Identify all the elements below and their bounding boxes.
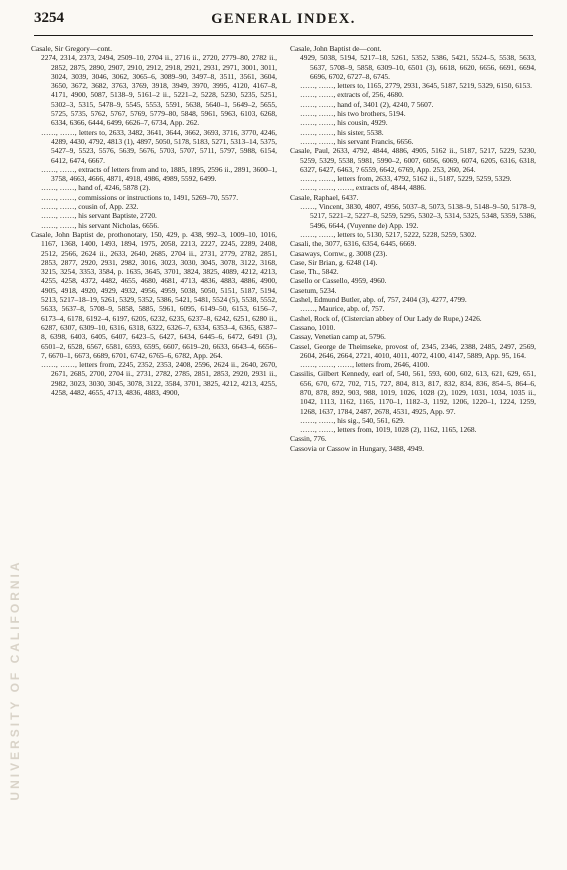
index-subentry: ……, ……, ……, letters from, 2646, 4100. <box>300 360 430 370</box>
index-entry: Casaways, Cornw., g. 3008 (23). <box>290 248 388 258</box>
index-entry: Casale, Raphael, 6437. <box>290 192 359 202</box>
index-entry: Casali, the, 3077, 6316, 6354, 6445, 6669. <box>290 239 417 249</box>
index-subentry: ……, ……, cousin of, App. 232. <box>41 202 139 212</box>
index-subentry: ……, ……, his servant Nicholas, 6656. <box>41 220 159 230</box>
index-entry: Casale, John Baptist de, prothonotary, 150, 429, p. 438, 992–3, 1009–10, 1016, 1167, 1368, 1400, 1493, 1894, 1975, 2058, 2213, 2227, 2245, 2289, 2408, 2512, 2566, 2624 ii., 2633, 2640, 2685, 2704 ii., 2731, 2779, 2782, 2851, 2853, 2877, 2920, 2931, 2982, 3016, 3023, 3030, 3045, 3078, 3122, 3168, 3215, 3254, 3353, 3584, p. 1635, 3645, 3701, 3824, 3825, 4089, 4212, 4213, 4255, 4258, 4372, 4482, 4655, 4680, 4681, 4713, 4836, 4883, 4886, 4900, 4905, 4918, 4920, 4929, 4932, 4956, 4959, 5038, 5050, 5151, 5187, 5194, 5213, 5217–18–19, 5261, 5329, 5352, 5386, 5421, 5481, 5524 (5), 5538, 5552, 5633, 5637–8, 5708–9, 5858, 5885, 5961, 6095, 6149–50, 6153, 6156–7, 6173–4, 6178, 6192–4, 6197, 6205, 6232, 6235, 6237–8, 6242, 6251, 6280 ii., 6287, 6307, 6309–10, 6316, 6318, 6322, 6326–7, 6334, 6353–4, 6365, 6387–8, 6398, 6403, 6405, 6407, 6423–5, 6427, 6434, 6445–6, 6472, 6491 (3), 6501–2, 6528, 6567, 6581, 6593, 6595, 6607, 6619–20, 6633, 6643–4, 6656–7, 6670–1, 6673, 6689, 6701, 6742, 6765–6, 6782, App. 264. <box>31 229 277 360</box>
index-subentry: ……, ……, ……, extracts of, 4844, 4886. <box>300 183 427 193</box>
index-entry: Cashel, Edmund Butler, abp. of, 757, 2404 (3), 4277, 4799. <box>290 295 467 305</box>
library-stamp-text: UNIVERSITY OF CALIFORNIA <box>8 559 22 801</box>
index-subentry: ……, ……, letters to, 2633, 3482, 3641, 3644, 3662, 3693, 3716, 3770, 4246, 4289, 4430, 4792, 4813 (1), 4897, 5050, 5178, 5183, 5271, 5313–14, 5375, 5427–9, 5523, 5576, 5639, 5676, 5703, 5707, 5711, 5797, 5988, 6154, 6412, 6474, 6667. <box>41 127 277 165</box>
index-subentry: ……, ……, letters from, 2633, 4792, 5162 ii., 5187, 5229, 5259, 5329. <box>300 174 512 184</box>
running-head: GENERAL INDEX. <box>211 11 356 27</box>
index-subentry: ……, ……, his two brothers, 5194. <box>300 109 406 119</box>
index-subentry: ……, ……, hand of, 3401 (2), 4240, 7 5607. <box>300 99 434 109</box>
index-subentry: 2274, 2314, 2373, 2494, 2509–10, 2704 ii., 2716 ii., 2720, 2779–80, 2782 ii., 2852, 2875, 2890, 2907, 2910, 2912, 2918, 2921, 2931, 2971, 3001, 3011, 3024, 3039, 3046, 3062, 3065–6, 3089–90, 3497–8, 3511, 3561, 3604, 3650, 3672, 3682, 3763, 3769, 3918, 3949, 3970, 3995, 4120, 4167–8, 4171, 4900, 5087, 5138–9, 5161–2 ii., 5221–2, 5228, 5230, 5235, 5251, 5302–3, 5315, 5478–9, 5545, 5553, 5591, 5638, 5640–1, 5649–2, 5655, 5725, 5735, 5762, 5767, 5769, 5779–80, 5848, 5961, 5963, 6103, 6268, 6334, 6366, 6444, 6499, 6626–7, 6734, App. 262. <box>41 53 277 128</box>
index-entry: Cassovia or Cassow in Hungary, 3488, 4949. <box>290 443 425 453</box>
index-subentry: ……, ……, his sig., 540, 561, 629. <box>300 415 405 425</box>
page-number: 3254 <box>34 10 64 26</box>
index-entry: Casale, John Baptist de—cont. <box>290 44 382 53</box>
index-subentry: ……, ……, extracts of letters from and to, 1885, 1895, 2596 ii., 2891, 3600–1, 3758, 4663, 4666, 4871, 4918, 4986, 4989, 5592, 6499. <box>41 164 277 184</box>
index-subentry: ……, ……, letters from, 2245, 2352, 2353, 2408, 2596, 2624 ii., 2640, 2670, 2671, 2685, 2700, 2704 ii., 2731, 2782, 2785, 2851, 2853, 2920, 2931 ii., 2982, 3023, 3030, 3045, 3078, 3122, 3584, 3701, 3825, 4212, 4213, 4255, 4258, 4482, 4655, 4713, 4836, 4883, 4900, <box>41 360 277 397</box>
index-entry: Casale, Sir Gregory—cont. <box>31 44 112 53</box>
index-subentry: ……, ……, letters to, 5130, 5217, 5222, 5228, 5259, 5302. <box>300 229 477 239</box>
index-subentry: ……, Vincent, 3830, 4807, 4956, 5037–8, 5073, 5138–9, 5148–9–50, 5178–9, 5217, 5221–2, 5227–8, 5259, 5295, 5302–3, 5314, 5325, 5348, 5359, 5386, 5496, 6644, (Vuyenne de) App. 192. <box>300 202 536 230</box>
index-subentry: ……, ……, letters from, 1019, 1028 (2), 1162, 1165, 1268. <box>300 425 477 435</box>
index-subentry: ……, ……, hand of, 4246, 5878 (2). <box>41 183 151 193</box>
index-entry: Cassel, George de Theimseke, provost of, 2345, 2346, 2388, 2485, 2497, 2569, 2604, 2646, 2664, 2721, 4010, 4011, 4072, 4100, 4147, 5889, App. 95, 164. <box>290 341 536 360</box>
index-entry: Cashel, Rock of, (Cistercian abbey of Our Lady de Rupe,) 2426. <box>290 313 482 323</box>
index-subentry: ……, ……, extracts of, 256, 4680. <box>300 90 404 100</box>
library-stamp <box>0 559 135 801</box>
index-subentry: ……, ……, his sister, 5538. <box>300 127 384 137</box>
header-rule <box>34 35 533 36</box>
left-index-column <box>31 44 277 397</box>
index-entry: Casetum, 5234. <box>290 285 337 295</box>
index-subentry: ……, ……, his servant Francis, 6656. <box>300 136 414 146</box>
index-entry: Case, Sir Brian, g. 6248 (14). <box>290 257 378 267</box>
index-subentry: ……, ……, his cousin, 4929. <box>300 118 388 128</box>
page-header <box>34 10 533 30</box>
index-subentry: 4929, 5038, 5194, 5217–18, 5261, 5352, 5386, 5421, 5524–5, 5538, 5633, 5637, 5708–9, 5858, 6309–10, 6501 (3), 6618, 6620, 6656, 6691, 6694, 6696, 6702, 6727–8, 6745. <box>300 53 536 81</box>
index-entry: Case, Th., 5842. <box>290 267 339 277</box>
index-subentry: ……, Maurice, abp. of, 757. <box>300 304 385 314</box>
index-subentry: ……, ……, his servant Baptiste, 2720. <box>41 211 157 221</box>
index-entry: Casello or Cassello, 4959, 4960. <box>290 276 387 286</box>
index-subentry: ……, ……, commissions or instructions to, 1491, 5269–70, 5577. <box>41 192 239 202</box>
index-subentry: ……, ……, letters to, 1165, 2779, 2931, 3645, 5187, 5219, 5329, 6150, 6153. <box>300 81 532 91</box>
index-entry: Cassano, 1010. <box>290 322 336 332</box>
index-entry: Casale, Paul, 2633, 4792, 4844, 4886, 4905, 5162 ii., 5187, 5217, 5229, 5230, 5259, 5329, 5538, 5981, 5990–2, 6007, 6056, 6069, 6074, 6205, 6316, 6318, 6327, 6427, 6463, ? 6559, 6642, 6769, App. 253, 260, 264. <box>290 146 536 174</box>
index-entry: Cassilis, Gilbert Kennedy, earl of, 540, 561, 593, 600, 602, 613, 621, 629, 651, 656, 670, 672, 702, 715, 727, 804, 813, 817, 832, 834, 836, 854–5, 864–6, 870, 878, 892, 903, 988, 1019, 1026, 1028 (2), 1029, 1031, 1034, 1035 ii., 1042, 1113, 1162, 1165, 1170–1, 1182–3, 1192, 1206, 1220–1, 1224, 1259, 1268, 1637, 1784, 2487, 2678, 4531, 4925, App. 97. <box>290 369 536 416</box>
right-index-column <box>290 44 536 453</box>
index-entry: Cassay, Venetian camp at, 5796. <box>290 332 386 342</box>
index-entry: Cassin, 776. <box>290 434 327 444</box>
